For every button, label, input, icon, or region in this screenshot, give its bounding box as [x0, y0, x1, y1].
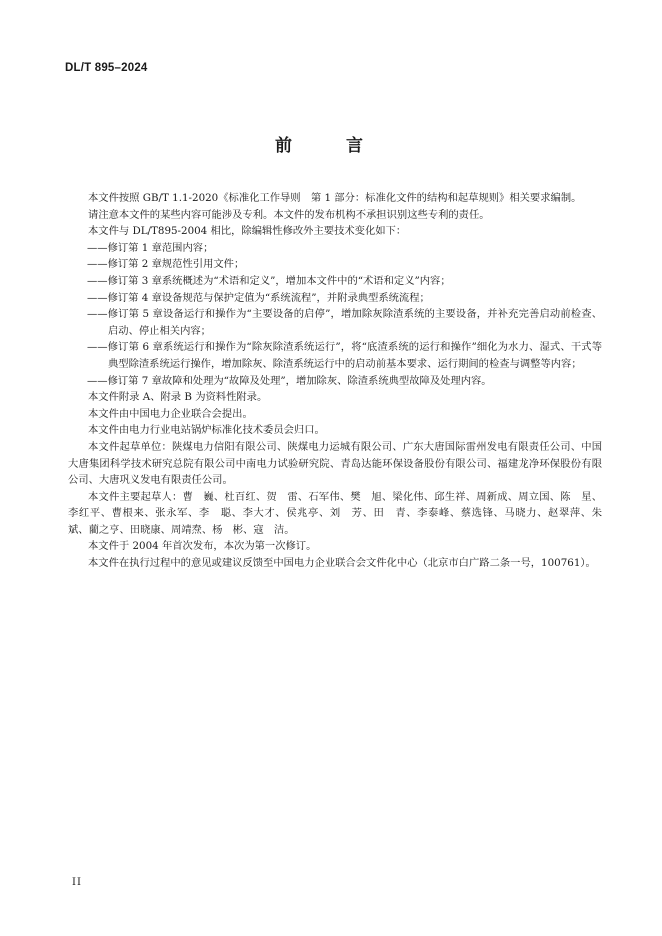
change-list-item: ——修订第 7 章故障和处理为“故障及处理”，增加除灰、除渣系统典型故障及处理内容。 — [87, 374, 492, 387]
change-list-item: ——修订第 4 章设备规范与保护定值为“系统流程”，并附录典型系统流程； — [87, 291, 430, 304]
change-list-item: ——修订第 1 章范围内容； — [87, 241, 214, 254]
paragraph: 本文件由电力行业电站锅炉标准化技术委员会归口。 — [88, 424, 325, 437]
paragraph: 本文件主要起草人：曹 巍、杜百红、贺 雷、石军伟、樊 旭、梁化伟、邱生祥、周新成、周立国、陈 星、李红平、曹根来、张永军、李 聪、李大才、侯兆亭、刘 芳、田 青、李泰峰、蔡选锋、马晓力、赵翠萍、朱 斌、藺之亨、田晓康、周靖焘、杨 彬、寇 洁。 — [68, 490, 613, 536]
change-list-item: ——修订第 5 章设备运行和操作为“主要设备的启停”，增加除灰除渣系统的主要设备，并补充完善启动前检查、启动、停止相关内容； — [87, 308, 602, 337]
paragraph: 本文件由中国电力企业联合会提出。 — [88, 407, 253, 420]
change-list-item: ——修订第 2 章规范性引用文件； — [87, 258, 245, 271]
standard-code: DL/T 895–2024 — [65, 62, 148, 74]
page-number: II — [72, 877, 82, 888]
page-title: 前 言 — [275, 136, 387, 156]
change-list-item: ——修订第 3 章系统概述为“术语和定义”，增加本文件中的“术语和定义”内容； — [87, 274, 451, 287]
paragraph: 本文件按照 GB/T 1.1-2020《标准化工作导则 第 1 部分：标准化文件的结构和起草规则》相关要求编制。 — [88, 192, 582, 204]
paragraph: 本文件于 2004 年首次发布，本次为第一次修订。 — [88, 540, 317, 553]
paragraph: 本文件附录 A、附录 B 为资料性附录。 — [88, 391, 268, 404]
paragraph: 请注意本文件的某些内容可能涉及专利。本文件的发布机构不承担识别这些专利的责任。 — [88, 208, 490, 221]
change-list-item: ——修订第 6 章系统运行和操作为“除灰除渣系统运行”，将“底渣系统的运行和操作”细化为水力、湿式、干式等典型除渣系统运行操作，增加除灰、除渣系统运行中的启动前基本要求、运行期间的检查与调整等内容； — [87, 341, 602, 370]
paragraph: 本文件与 DL/T895-2004 相比，除编辑性修改外主要技术变化如下： — [88, 225, 407, 238]
paragraph: 本文件起草单位：陕煤电力信阳有限公司、陕煤电力运城有限公司、广东大唐国际雷州发电有限责任公司、中国大唐集团科学技术研究总院有限公司中南电力试验研究院、青岛达能环保设备股份有限公司、福建龙净环保股份有限公司、大唐巩义发电有限责任公司。 — [68, 440, 602, 487]
paragraph: 本文件在执行过程中的意见或建议反馈至中国电力企业联合会文件化中心（北京市白广路二条一号，100761）。 — [88, 557, 596, 570]
foreword-body — [68, 190, 613, 572]
